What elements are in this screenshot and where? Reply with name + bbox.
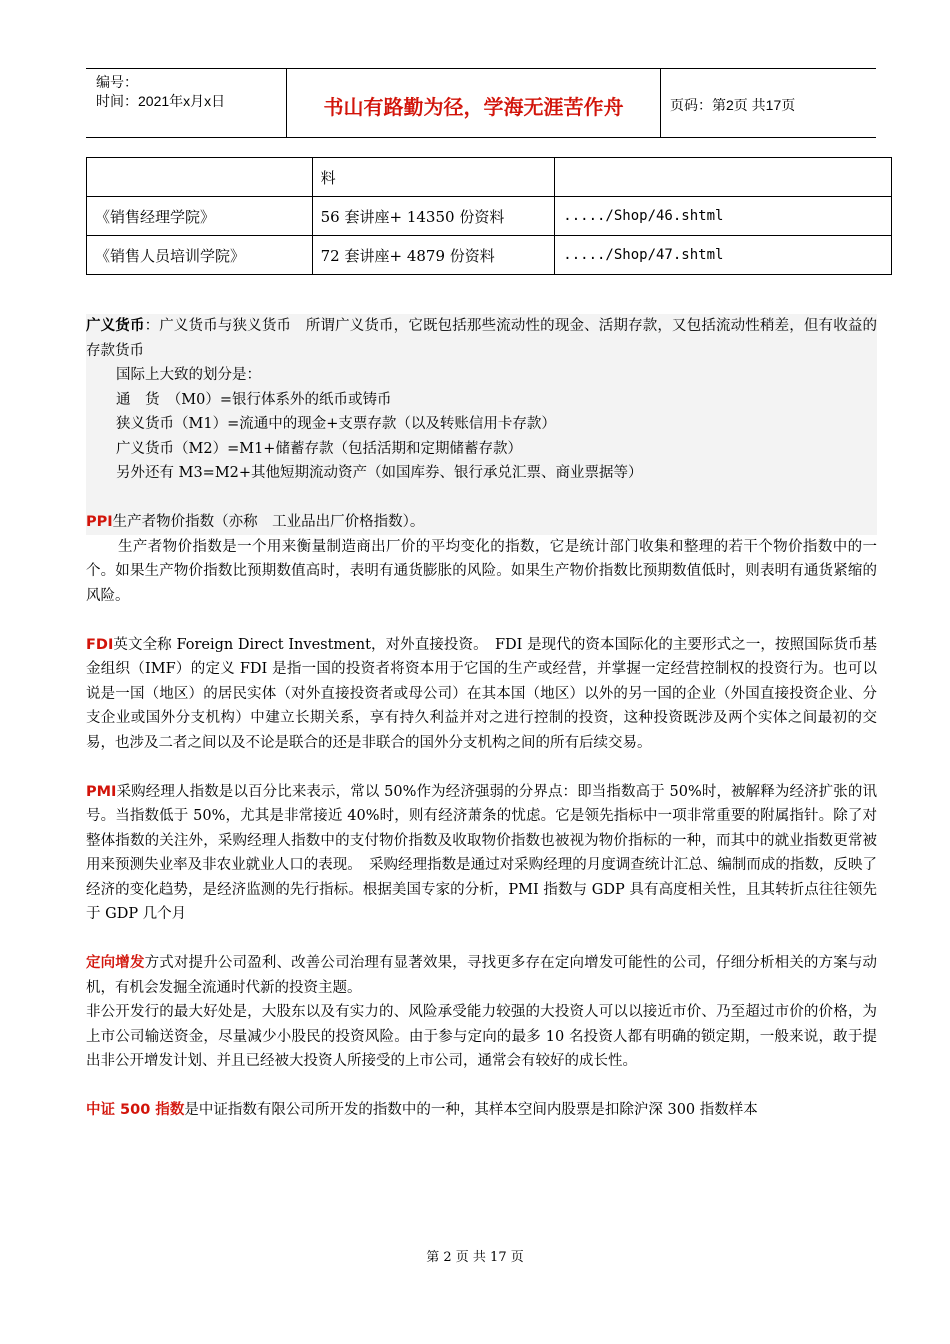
term-ppi: PPI: [86, 514, 113, 530]
section-pmi: PMI采购经理人指数是以百分比来表示，常以 50%作为经济强弱的分界点：即当指数高于 50%时，被解释为经济扩张的讯号。当指数低于 50%，尤其是非常接近 40%时，则有经济萧条的忧虑。它是领先指标中一项非常重要的附属指针。除了对整体指数的关注外，采购经理人指数中的支付物价指数及收取物价指数也被视为物价指标的一种，而其中的就业指数更常被用来预测失业率及非农业就业人口的表现。 采购经理指数是通过对采购经理的月度调查统计汇总、编制而成的指数，反映了经济的变化趋势，是经济监测的先行指标。根据美国专家的分析，PMI 指数与 GDP 具有高度相关性，且其转折点往往领先于 GDP 几个月: [86, 783, 877, 922]
private-placement-body2: 非公开发行的最大好处是，大股东以及有实力的、风险承受能力较强的大投资人可以以接近市价、乃至超过市价的价格，为上市公司输送资金，尽量减少小股民的投资风险。由于参与定向的最多 10 名投资人都有明确的锁定期，一般来说，敢于提出非公开增发计划、并且已经被大投资人所接受的上市公司，通常会有较好的成长性。: [86, 1004, 877, 1069]
broad-money-line: 通 货 （M0）=银行体系外的纸币或铸币: [116, 391, 392, 408]
table-link-cell[interactable]: ...../Shop/47.shtml: [555, 236, 892, 275]
table-row: [87, 236, 892, 275]
resource-table: [86, 157, 892, 275]
section-ppi-body: 生产者物价指数是一个用来衡量制造商出厂价的平均变化的指数，它是统计部门收集和整理的若干个物价指数中的一个。如果生产物价指数比预期数值高时，表明有通货膨胀的风险。如果生产物价指数比预期数值低时，则表明有通货紧缩的风险。: [86, 538, 877, 604]
page-footer: 第 2 页 共 17 页: [426, 1250, 524, 1265]
header-meta: [96, 73, 286, 111]
table-cell: 72 套讲座+ 4879 份资料: [312, 236, 555, 275]
table-cell: [87, 158, 313, 197]
doc-date-label: 时间：2021年x月x日: [96, 93, 226, 109]
document-body: [86, 314, 877, 1123]
table-link-cell[interactable]: ...../Shop/46.shtml: [555, 197, 892, 236]
header-motto: 书山有路勤为径，学海无涯苦作舟: [323, 95, 624, 119]
section-csi500: 中证 500 指数是中证指数有限公司所开发的指数中的一种，其样本空间内股票是扣除沪深 300 指数样本: [86, 1102, 758, 1118]
broad-money-line: 狭义货币（M1）=流通中的现金+支票存款（以及转账信用卡存款）: [116, 416, 556, 432]
broad-money-lead: ：广义货币与狭义货币 所谓广义货币，它既包括那些流动性的现金、活期存款，又包括流动性稍差，但有收益的存款货币: [86, 318, 878, 359]
table-row: [87, 197, 892, 236]
doc-number-label: 编号：: [96, 74, 138, 90]
header-page-label: 页码：第2页 共17页: [670, 97, 796, 113]
broad-money-line: 另外还有 M3=M2+其他短期流动资产（如国库券、银行承兑汇票、商业票据等）: [116, 465, 643, 481]
broad-money-line: 广义货币（M2）=M1+储蓄存款（包括活期和定期储蓄存款）: [116, 440, 522, 457]
table-cell: [555, 158, 892, 197]
section-private-placement: 定向增发方式对提升公司盈利、改善公司治理有显著效果，寻找更多存在定向增发可能性的公司，仔细分析相关的方案与动机，有机会发掘全流通时代新的投资主题。: [86, 955, 878, 996]
table-row: [87, 158, 892, 197]
table-cell: 《销售经理学院》: [87, 197, 313, 236]
term-fdi: FDI: [86, 636, 114, 653]
section-broad-money: [86, 314, 877, 535]
page-header: [86, 68, 876, 138]
section-fdi: FDI英文全称 Foreign Direct Investment，对外直接投资。 FDI 是现代的资本国际化的主要形式之一，按照国际货币基金组织（IMF）的定义 FDI 是指一国的投资者将资本用于它国的生产或经营，并掌握一定经营控制权的投资行为。也可以说是一国（地区）的居民实体（对外直接投资者或母公司）在其本国（地区）以外的另一国的企业（外国直接投资企业、分支企业或国外分支机构）中建立长期关系，享有持久利益并对之进行控制的投资，这种投资既涉及两个实体之间最初的交易，也涉及二者之间以及不论是联合的还是非联合的国外分支机构之间的所有后续交易。: [86, 636, 877, 751]
section-ppi-lead: PPI生产者物价指数（亦称 工业品出厂价格指数）。: [86, 514, 425, 530]
header-divider: [660, 69, 661, 137]
table-cell: 《销售人员培训学院》: [87, 236, 313, 275]
term-csi500: 中证 500 指数: [86, 1102, 185, 1118]
term-broad-money: 广义货币: [86, 318, 145, 334]
term-private-placement: 定向增发: [86, 955, 145, 971]
table-cell: 料: [312, 158, 555, 197]
broad-money-line: 国际上大致的划分是：: [116, 367, 261, 383]
term-pmi: PMI: [86, 783, 117, 800]
table-cell: 56 套讲座+ 14350 份资料: [312, 197, 555, 236]
